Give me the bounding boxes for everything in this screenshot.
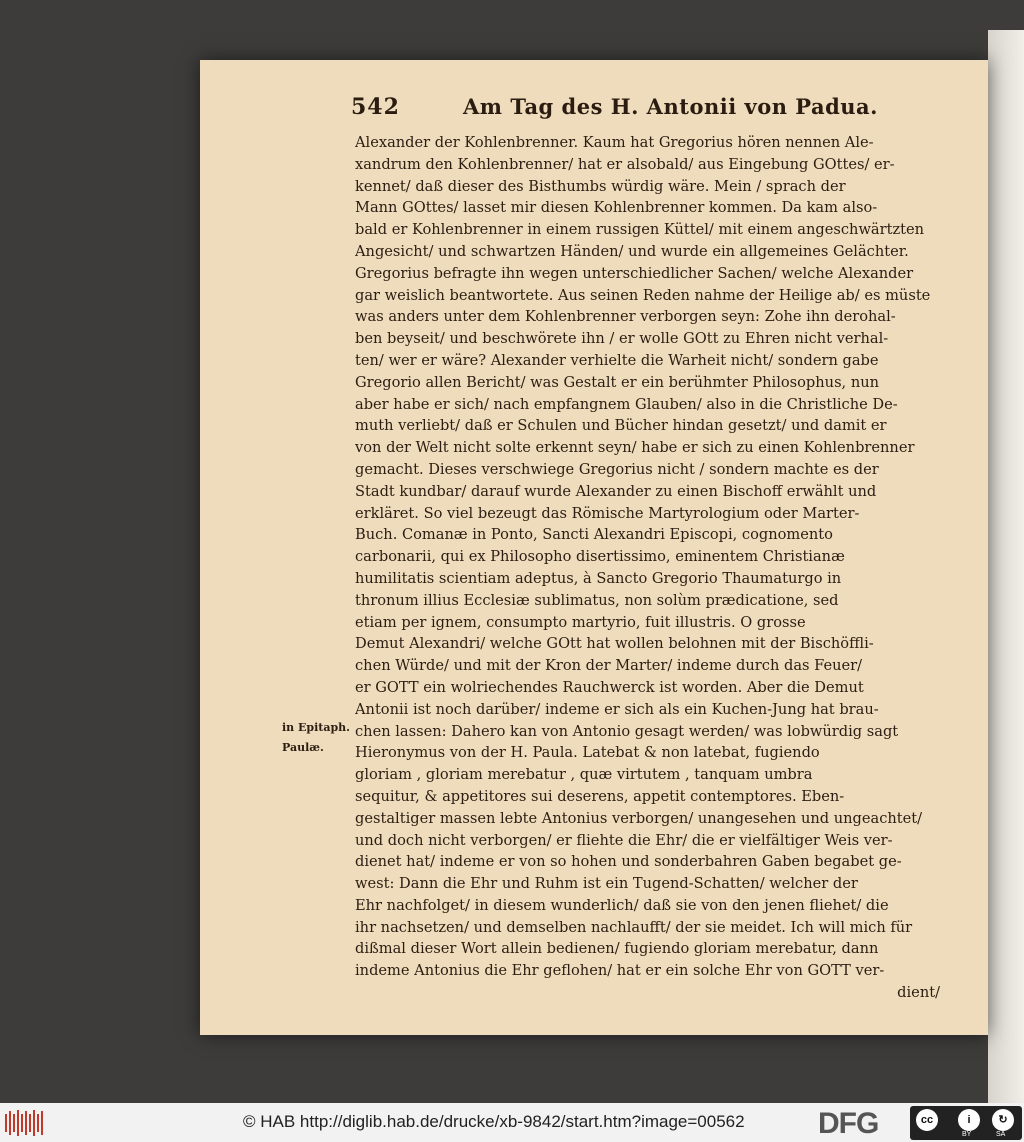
marginal-note-line: Paulæ.: [282, 741, 324, 754]
text-line: Alexander der Kohlenbrenner. Kaum hat Gregorius hören nennen Ale-: [355, 134, 874, 151]
running-head: Am Tag des H. Antonii von Padua.: [463, 94, 878, 119]
text-line: bald er Kohlenbrenner in einem russigen Küttel/ mit einem angeschwärtzten: [355, 221, 925, 239]
cc-by-label: BY: [962, 1131, 972, 1138]
text-line: er GOTT ein wolriechendes Rauchwerck ist worden. Aber die Demut: [355, 678, 864, 696]
body-text: [355, 132, 940, 1004]
text-line: chen lassen: Dahero kan von Antonio gesagt werden/ was lobwürdig sagt: [355, 722, 899, 740]
marginal-note-line: in Epitaph.: [282, 721, 350, 734]
dfg-logo: DFG: [818, 1107, 879, 1140]
text-line: Mann GOttes/ lasset mir diesen Kohlenbrenner kommen. Da kam also-: [355, 199, 878, 217]
text-line: west: Dann die Ehr und Ruhm ist ein Tugend-Schatten/ welcher der: [355, 875, 858, 893]
text-line: Angesicht/ und schwartzen Händen/ und wurde ein allgemeines Gelächter.: [355, 242, 909, 260]
cc-license-badge[interactable]: [910, 1106, 1022, 1140]
text-line: von der Welt nicht solte erkennt seyn/ habe er sich zu einen Kohlenbrenner: [355, 439, 915, 457]
text-line: aber habe er sich/ nach empfangnem Glauben/ also in die Christliche De-: [355, 395, 898, 413]
cc-icon: cc: [916, 1109, 938, 1131]
text-line: was anders unter dem Kohlenbrenner verborgen seyn: Zohe ihn derohal-: [355, 308, 896, 326]
text-line: gemacht. Dieses verschwiege Gregorius nicht / sondern machte es der: [355, 460, 879, 478]
text-line: sequitur, & appetitores sui deserens, appetit contemptores. Eben-: [355, 787, 845, 805]
text-line: etiam per ignem, consumpto martyrio, fuit illustris. O grosse: [355, 613, 806, 631]
text-line: muth verliebt/ daß er Schulen und Bücher hindan gesetzt/ und damit er: [355, 417, 887, 435]
text-line: ihr nachsetzen/ und demselben nachlaufft/ der sie meidet. Ich will mich für: [355, 918, 913, 936]
next-page-edge: [988, 30, 1024, 1103]
page-number: 542: [351, 94, 400, 120]
text-line: Demut Alexandri/ welche GOtt hat wollen belohnen mit der Bischöffli-: [355, 635, 874, 653]
hab-logo-icon: [4, 1108, 48, 1138]
attribution-icon: i: [958, 1109, 980, 1131]
text-line: gloriam , gloriam merebatur , quæ virtutem , tanquam umbra: [355, 766, 813, 784]
text-line: dient/: [897, 984, 940, 1002]
text-line: chen Würde/ und mit der Kron der Marter/ indeme durch das Feuer/: [355, 657, 863, 675]
text-line: und doch nicht verborgen/ er fliehte die Ehr/ die er vielfältiger Weis ver-: [355, 831, 893, 849]
page-header: [351, 94, 941, 126]
text-line: ben beyseit/ und beschwörete ihn / er wolle GOtt zu Ehren nicht verhal-: [355, 330, 889, 348]
text-line: Stadt kundbar/ darauf wurde Alexander zu einen Bischoff erwählt und: [355, 482, 877, 500]
text-line: gestaltiger massen lebte Antonius verborgen/ unangesehen und ungeachtet/: [355, 809, 923, 827]
text-line: Ehr nachfolget/ in diesem wunderlich/ daß sie von den jenen fliehet/ die: [355, 896, 889, 914]
footer-bar: [0, 1103, 1024, 1142]
marginal-note: [282, 718, 357, 758]
share-alike-icon: ↻: [992, 1109, 1014, 1131]
text-line: Gregorius befragte ihn wegen unterschiedlicher Sachen/ welche Alexander: [355, 264, 914, 282]
text-line: Gregorio allen Bericht/ was Gestalt er ein berühmter Philosophus, nun: [355, 373, 880, 391]
text-line: Hieronymus von der H. Paula. Latebat & non latebat, fugiendo: [355, 744, 820, 762]
text-line: dienet hat/ indeme er von so hohen und sonderbahren Gaben begabet ge-: [355, 853, 902, 871]
text-line: Antonii ist noch darüber/ indeme er sich als ein Kuchen-Jung hat brau-: [355, 700, 879, 718]
text-line: erkläret. So viel bezeugt das Römische Martyrologium oder Marter-: [355, 504, 860, 522]
text-line: thronum illius Ecclesiæ sublimatus, non solùm prædicatione, sed: [355, 591, 839, 609]
text-line: kennet/ daß dieser des Bisthumbs würdig wäre. Mein / sprach der: [355, 177, 846, 195]
text-line: gar weislich beantwortete. Aus seinen Reden nahme der Heilige ab/ es müste: [355, 286, 931, 304]
text-line: carbonarii, qui ex Philosopho disertissimo, eminentem Christianæ: [355, 548, 845, 566]
text-line: ten/ wer er wäre? Alexander verhielte die Warheit nicht/ sondern gabe: [355, 351, 879, 369]
text-line: dißmal dieser Wort allein bedienen/ fugiendo gloriam merebatur, dann: [355, 940, 879, 958]
text-line: xandrum den Kohlenbrenner/ hat er alsobald/ aus Eingebung GOttes/ er-: [355, 155, 895, 173]
copyright-link[interactable]: © HAB http://diglib.hab.de/drucke/xb-9842/start.htm?image=00562: [243, 1112, 745, 1131]
cc-sa-label: SA: [996, 1131, 1006, 1138]
text-line: Buch. Comanæ in Ponto, Sancti Alexandri Episcopi, cognomento: [355, 526, 833, 544]
text-line: indeme Antonius die Ehr geflohen/ hat er ein solche Ehr von GOTT ver-: [355, 962, 885, 980]
text-line: humilitatis scientiam adeptus, à Sancto Gregorio Thaumaturgo in: [355, 569, 842, 587]
